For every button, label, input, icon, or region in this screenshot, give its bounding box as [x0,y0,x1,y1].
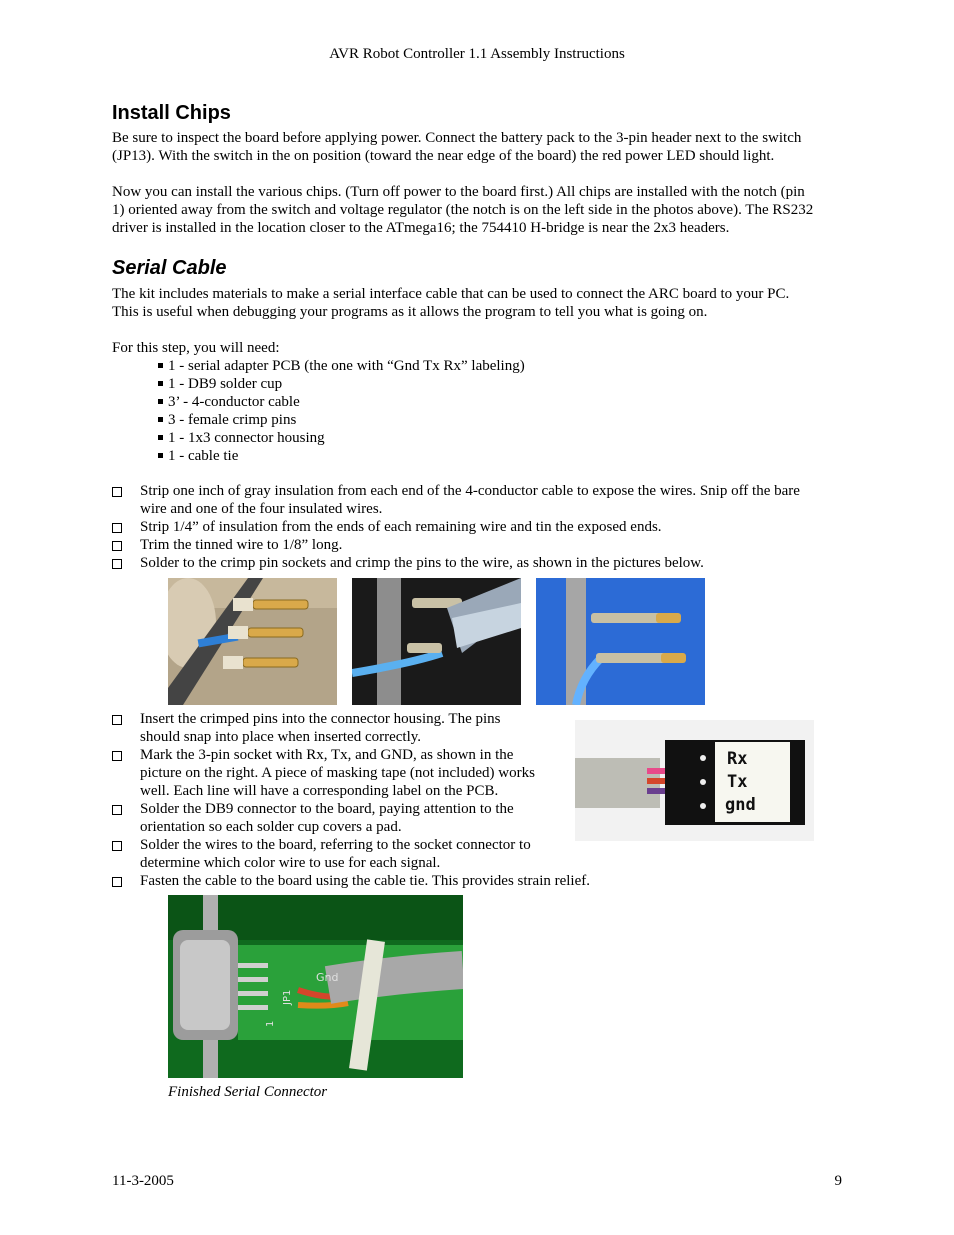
footer-date: 11-3-2005 [112,1173,174,1189]
step-1: Strip one inch of gray insulation from each end of the 4-conductor cable to expose the wires. Snip off the bare wire and one of the four insulated wires. [140,483,800,517]
checkbox-step-8[interactable] [112,841,122,851]
checkbox-step-7[interactable] [112,805,122,815]
checkbox-step-9[interactable] [112,877,122,887]
list-item: 1 - serial adapter PCB (the one with “Gnd Tx Rx” labeling) [157,357,525,375]
materials-intro: For this step, you will need: [112,340,280,356]
list-item: 3’ - 4-conductor cable [157,393,525,411]
checkbox-step-3[interactable] [112,541,122,551]
serial-paragraph-1: The kit includes materials to make a serial interface cable that can be used to connect the ARC board to your PC. This is useful when debugging your programs as it allows the program to tell you what is going on. [112,286,790,320]
page-number: 9 [834,1173,842,1189]
finished-connector-photo [168,895,463,1078]
checkbox-step-2[interactable] [112,523,122,533]
socket-label-gnd: gnd [725,795,756,815]
step-7: Solder the DB9 connector to the board, paying attention to the orientation so each solder cup covers a pad. [140,801,514,835]
step-5: Insert the crimped pins into the connector housing. The pins should snap into place when inserted correctly. [140,711,501,745]
crimp-photo-3 [536,578,705,705]
pcb-label-jp1: JP1 [282,989,293,1005]
page-header: AVR Robot Controller 1.1 Assembly Instructions [329,46,625,62]
step-3: Trim the tinned wire to 1/8” long. [140,537,343,553]
crimp-photo-1 [168,578,337,705]
materials-list [157,357,525,465]
checkbox-step-1[interactable] [112,487,122,497]
list-item: 1 - cable tie [157,447,525,465]
labeled-socket-photo [575,720,814,841]
pcb-label-pin1: 1 [265,1020,276,1027]
install-paragraph-1: Be sure to inspect the board before applying power. Connect the battery pack to the 3-pin header next to the switch (JP13). With the switch in the on position (toward the near edge of the board) the red power LED should light. [112,130,802,164]
step-6: Mark the 3-pin socket with Rx, Tx, and GND, as shown in the picture on the right. A piece of masking tape (not included) works well. Each line will have a corresponding label on the PCB. [140,747,535,799]
list-item: 1 - DB9 solder cup [157,375,525,393]
list-item: 1 - 1x3 connector housing [157,429,525,447]
step-8: Solder the wires to the board, referring to the socket connector to determine which color wire to use for each signal. [140,837,531,871]
step-9: Fasten the cable to the board using the cable tie. This provides strain relief. [140,873,591,889]
socket-label-rx: Rx [727,749,748,769]
install-paragraph-2: Now you can install the various chips. (Turn off power to the board first.) All chips are installed with the notch (pin 1) oriented away from the switch and voltage regulator (the notch is on the left side in the photos above). The RS232 driver is installed in the location closer to the ATmega16; the 754410 H-bridge is near the 2x3 headers. [112,184,814,236]
list-item: 3 - female crimp pins [157,411,525,429]
step-2: Strip 1/4” of insulation from the ends of each remaining wire and tin the exposed ends. [140,519,662,535]
section-title-serial-cable: Serial Cable [112,257,227,279]
checkbox-step-6[interactable] [112,751,122,761]
pcb-label-gnd: Gnd [316,971,339,984]
section-title-install-chips: Install Chips [112,102,231,124]
checkbox-step-5[interactable] [112,715,122,725]
step-4: Solder to the crimp pin sockets and crimp the pins to the wire, as shown in the pictures below. [140,555,704,571]
figure-caption: Finished Serial Connector [168,1084,328,1100]
socket-label-tx: Tx [727,772,748,792]
checkbox-step-4[interactable] [112,559,122,569]
crimp-photo-2 [352,578,521,705]
